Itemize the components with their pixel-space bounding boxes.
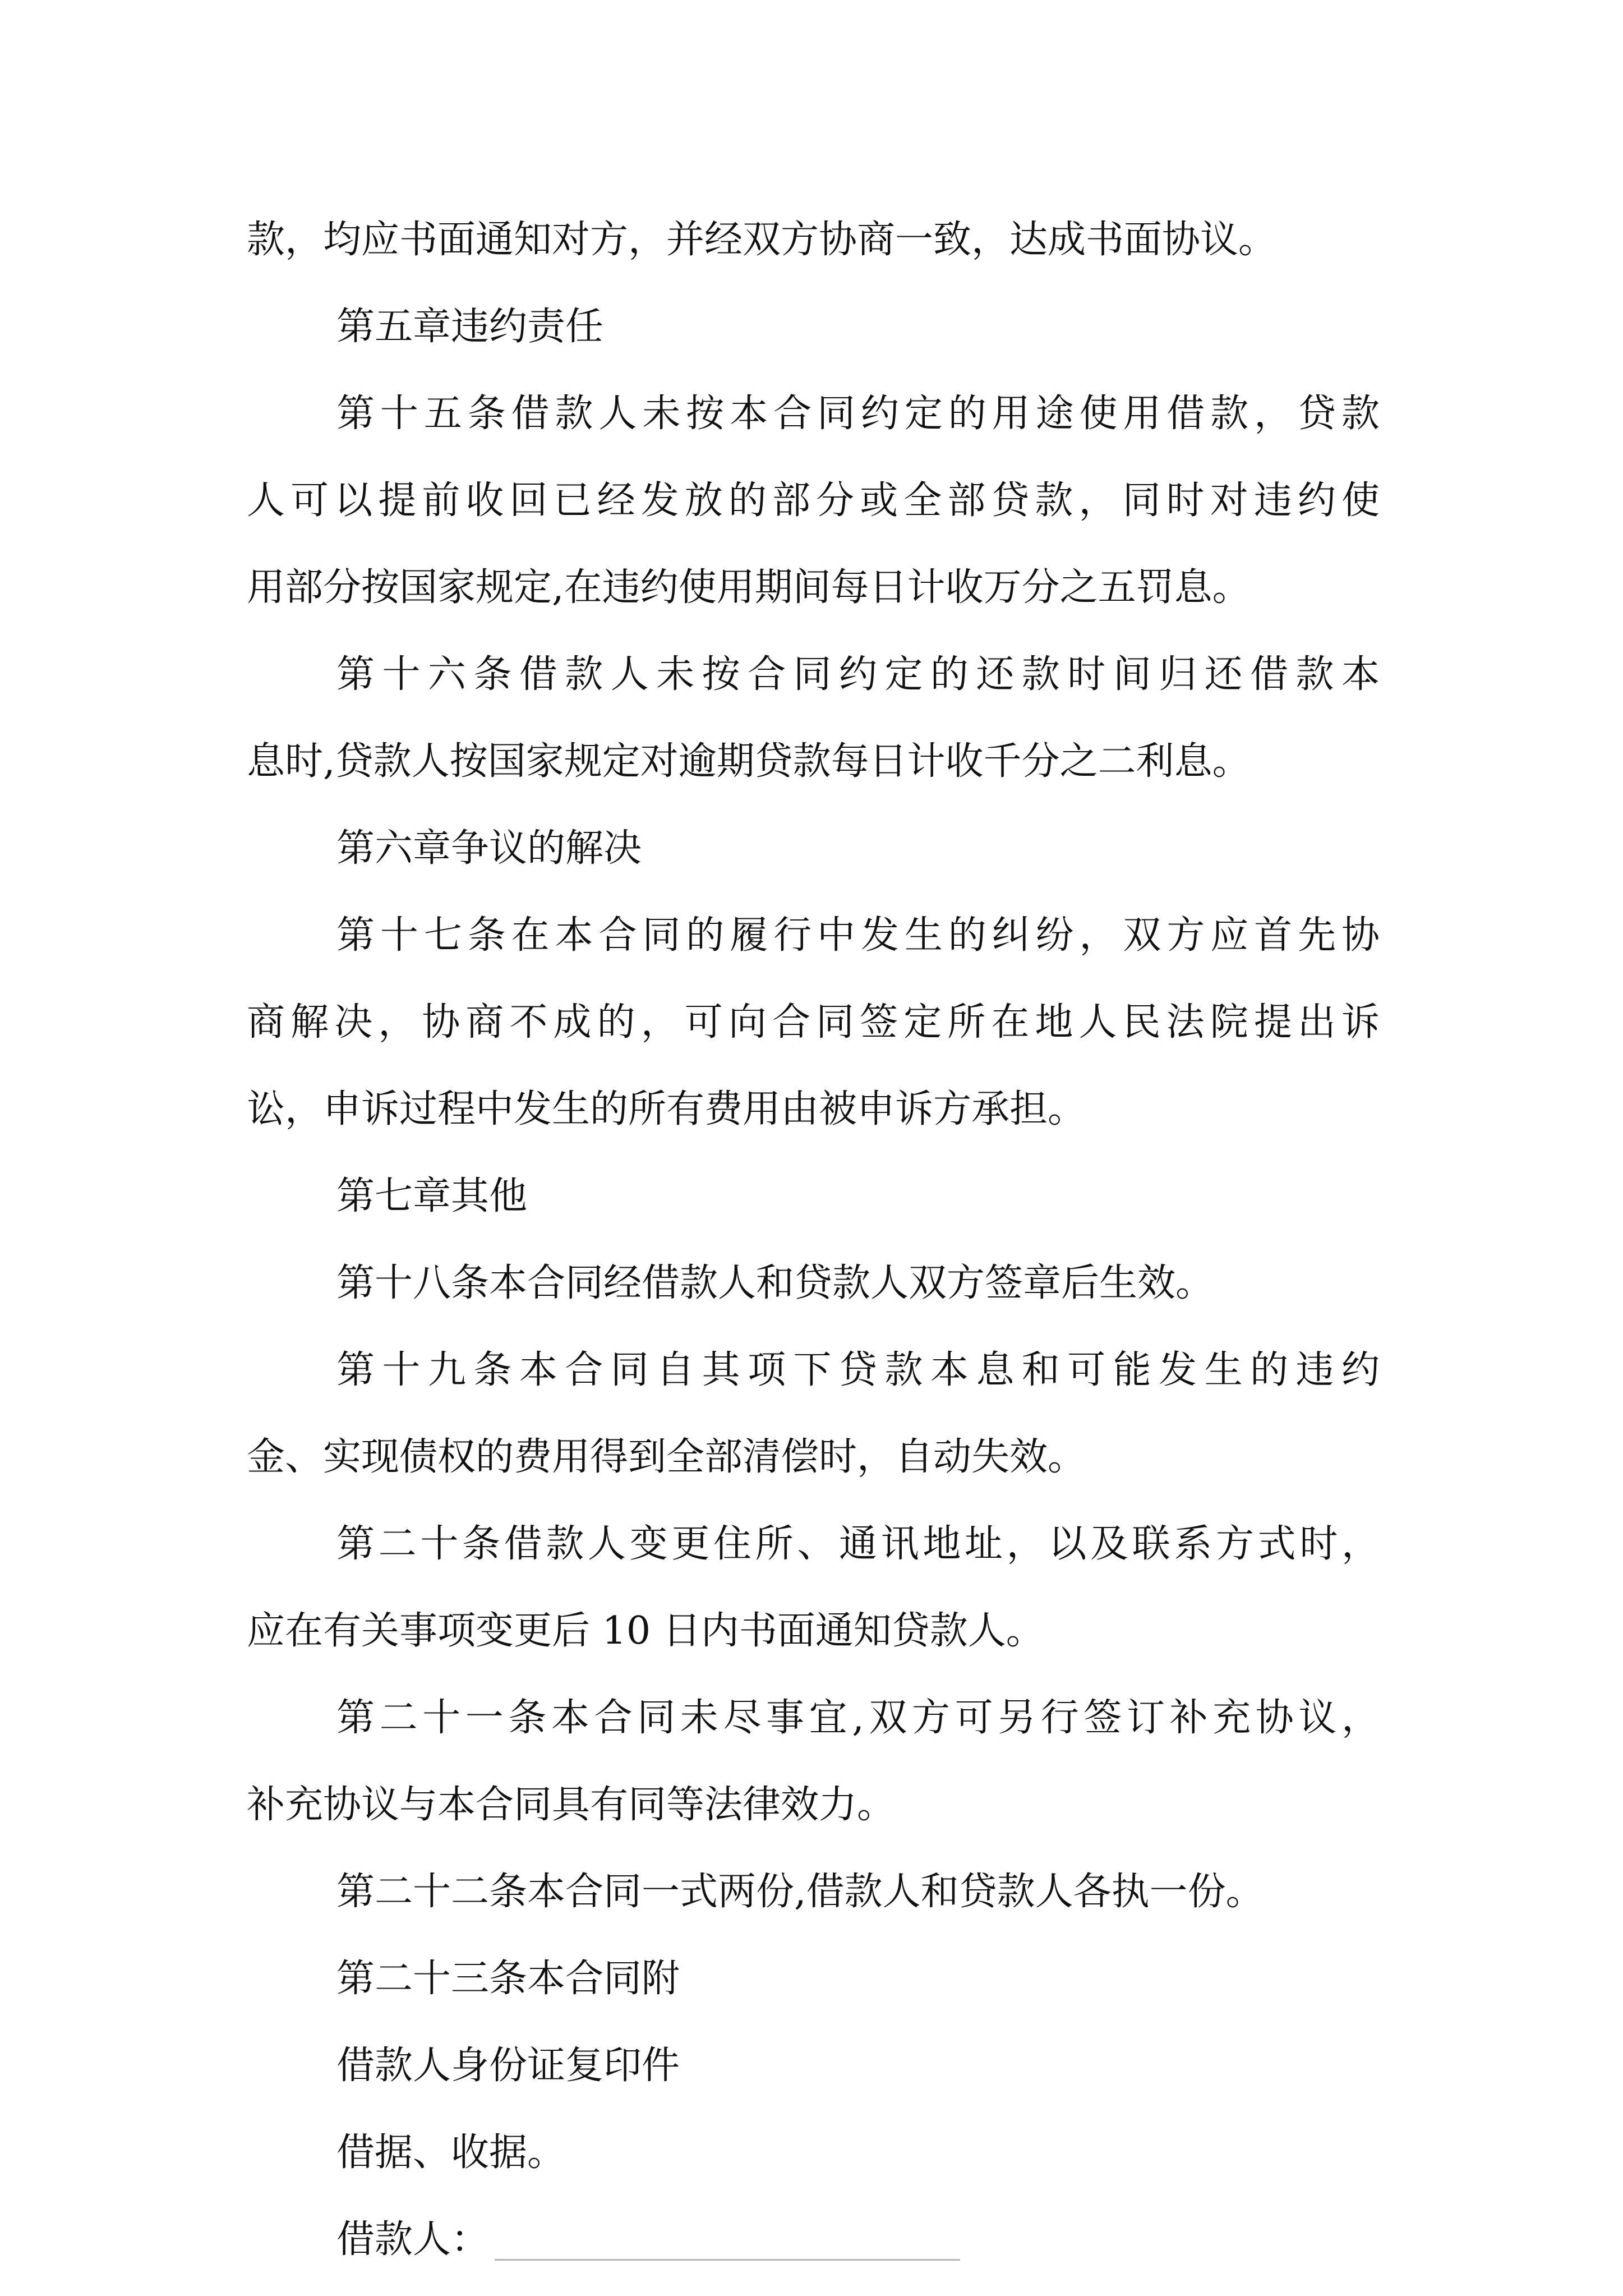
text-line: 用部分按国家规定,在违约使用期间每日计收万分之五罚息。 [247, 565, 1251, 610]
signature-label: 借款人： [336, 2217, 490, 2262]
text-line: 讼，申诉过程中发生的所有费用由被申诉方承担。 [247, 1087, 1086, 1131]
text-line: 人可以提前收回已经发放的部分或全部贷款，同时对违约使 [247, 478, 1380, 523]
text-line: 第十九条本合同自其项下贷款本息和可能发生的违约 [336, 1348, 1380, 1392]
chapter-heading: 第六章争议的解决 [336, 826, 642, 871]
text-line: 款，均应书面通知对方，并经双方协商一致，达成书面协议。 [247, 218, 1277, 262]
chapter-heading: 第五章违约责任 [336, 305, 604, 349]
text-line: 第十八条本合同经借款人和贷款人双方签章后生效。 [336, 1261, 1214, 1305]
text-line: 应在有关事项变更后 10 日内书面通知贷款人。 [247, 1609, 1044, 1653]
chapter-heading: 第七章其他 [336, 1174, 528, 1218]
text-line: 补充协议与本合同具有同等法律效力。 [247, 1783, 896, 1827]
text-line: 商解决，协商不成的，可向合同签定所在地人民法院提出诉 [247, 1000, 1380, 1045]
text-line: 第二十二条本合同一式两份,借款人和贷款人各执一份。 [336, 1870, 1264, 1914]
text-line: 借款人身份证复印件 [336, 2044, 680, 2088]
text-line: 第十五条借款人未按本合同约定的用途使用借款，贷款 [336, 392, 1380, 436]
document-page [247, 196, 1380, 2283]
text-line: 息时,贷款人按国家规定对逾期贷款每日计收千分之二利息。 [247, 739, 1251, 784]
text-line: 第十六条借款人未按合同约定的还款时间归还借款本 [336, 652, 1380, 697]
text-line: 第十七条在本合同的履行中发生的纠纷，双方应首先协 [336, 913, 1380, 958]
text-line: 金、实现债权的费用得到全部清偿时，自动失效。 [247, 1435, 1086, 1479]
signature-row [247, 2196, 1380, 2283]
text-line: 第二十三条本合同附 [336, 1957, 680, 2001]
text-line: 第二十条借款人变更住所、通讯地址，以及联系方式时， [336, 1522, 1380, 1566]
text-line: 借据、收据。 [336, 2131, 566, 2175]
text-line: 第二十一条本合同未尽事宜,双方可另行签订补充协议， [336, 1696, 1380, 1740]
signature-blank-line[interactable] [495, 2259, 960, 2261]
